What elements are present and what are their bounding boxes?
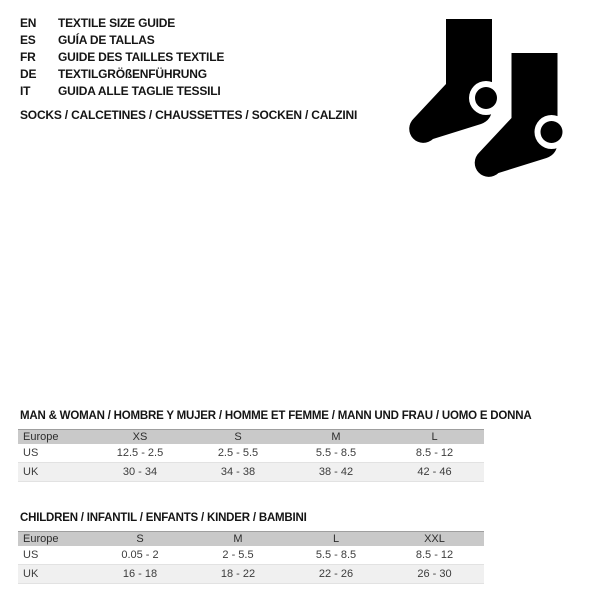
table-header-row xyxy=(18,430,484,444)
size-value: 42 - 46 xyxy=(417,466,452,478)
column-header-size: M xyxy=(189,532,287,546)
socks-icon-svg xyxy=(400,5,595,185)
size-table-section-man-woman xyxy=(18,410,532,482)
table-header-row xyxy=(18,532,484,546)
language-code: IT xyxy=(20,84,31,98)
row-label: US xyxy=(23,548,39,561)
size-table-man-woman xyxy=(18,429,484,482)
socks-icon xyxy=(400,5,595,185)
table-row-uk xyxy=(18,463,484,482)
table-title-children: CHILDREN / INFANTIL / ENFANTS / KINDER / BAMBINI xyxy=(20,512,307,524)
size-value: 12.5 - 2.5 xyxy=(116,446,164,459)
language-code: FR xyxy=(20,50,36,64)
language-row-fr xyxy=(20,49,224,66)
column-header-size: L xyxy=(385,430,484,444)
row-label: UK xyxy=(23,568,39,580)
category-heading: SOCKS / CALCETINES / CHAUSSETTES / SOCKEN / CALZINI xyxy=(20,108,358,122)
size-value: 5.5 - 8.5 xyxy=(315,548,357,561)
language-label: GUÍA DE TALLAS xyxy=(58,33,155,47)
column-header-region: Europe xyxy=(18,430,91,444)
column-header-size: L xyxy=(287,532,385,546)
size-value: 34 - 38 xyxy=(220,466,256,478)
size-value: 0.05 - 2 xyxy=(121,548,159,561)
column-header-size: S xyxy=(91,532,189,546)
column-header-region: Europe xyxy=(18,532,91,546)
table-row-us xyxy=(18,444,484,463)
size-value: 38 - 42 xyxy=(318,466,354,478)
size-value: 5.5 - 8.5 xyxy=(315,446,357,459)
language-label: TEXTILE SIZE GUIDE xyxy=(58,16,176,30)
size-value: 8.5 - 12 xyxy=(415,446,454,459)
size-value: 2 - 5.5 xyxy=(222,548,254,561)
size-table-section-children xyxy=(18,512,484,584)
language-label: GUIDE DES TAILLES TEXTILE xyxy=(58,50,225,64)
size-value: 16 - 18 xyxy=(122,568,158,580)
table-title-man-woman: MAN & WOMAN / HOMBRE Y MUJER / HOMME ET FEMME / MANN UND FRAU / UOMO E DONNA xyxy=(20,410,532,422)
size-table-children xyxy=(18,531,484,584)
language-code: ES xyxy=(20,33,36,47)
column-header-size: S xyxy=(189,430,287,444)
column-header-size: XXL xyxy=(385,532,484,546)
row-label: UK xyxy=(23,466,39,478)
table-row-us xyxy=(18,546,484,565)
language-row-es xyxy=(20,32,224,49)
language-label: TEXTILGRÖßENFÜHRUNG xyxy=(58,67,207,81)
size-value: 18 - 22 xyxy=(220,568,256,580)
language-row-en xyxy=(20,15,224,32)
language-row-de xyxy=(20,66,224,83)
row-label: US xyxy=(23,446,39,459)
language-code: EN xyxy=(20,16,37,30)
table-row-uk xyxy=(18,565,484,584)
size-value: 2.5 - 5.5 xyxy=(217,446,259,459)
column-header-size: M xyxy=(287,430,385,444)
language-label: GUIDA ALLE TAGLIE TESSILI xyxy=(58,84,221,98)
language-code: DE xyxy=(20,67,37,81)
language-list xyxy=(20,15,224,100)
size-value: 22 - 26 xyxy=(318,568,354,580)
size-value: 30 - 34 xyxy=(122,466,158,478)
size-value: 8.5 - 12 xyxy=(415,548,454,561)
sock-left xyxy=(409,19,503,143)
sock-heel-dot xyxy=(541,121,563,143)
sock-heel-dot xyxy=(475,87,497,109)
size-value: 26 - 30 xyxy=(417,568,452,580)
language-row-it xyxy=(20,83,224,100)
column-header-size: XS xyxy=(91,430,189,444)
